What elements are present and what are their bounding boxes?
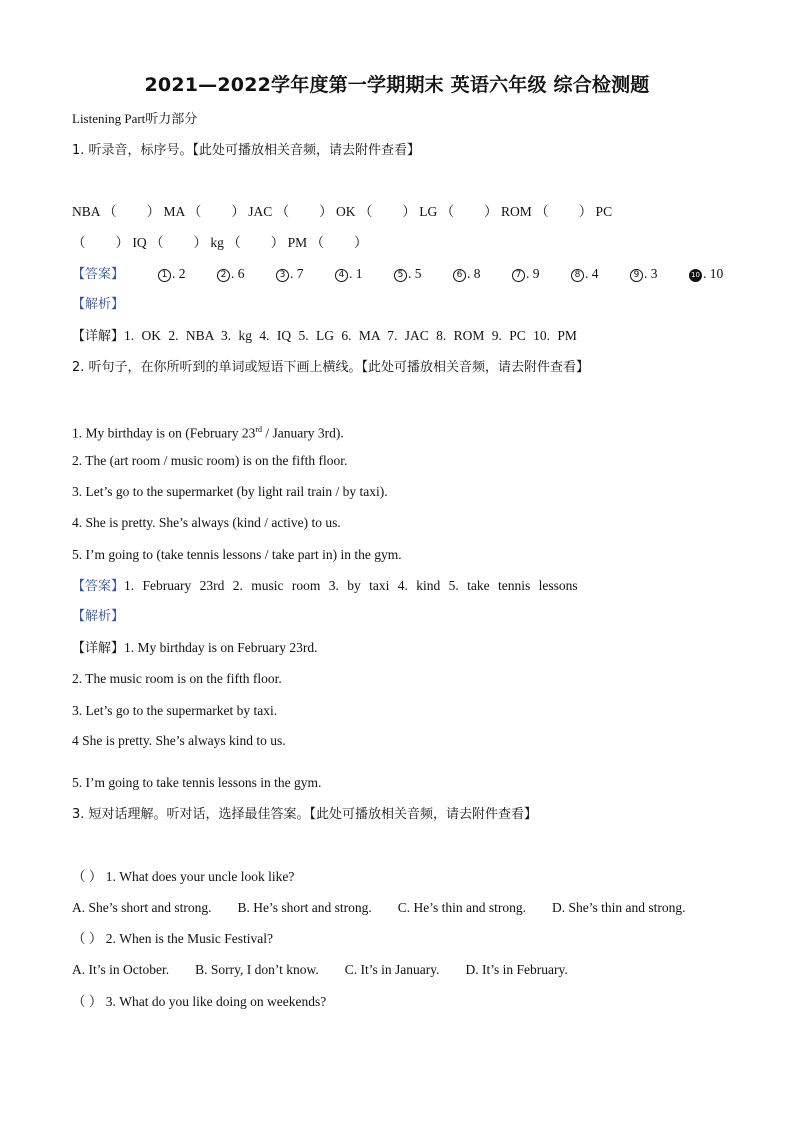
q3-item-1-stem: （ ） 1. What does your uncle look like? <box>72 869 295 884</box>
option-a: A. She’s short and strong. <box>72 900 212 915</box>
answer-value: . 9 <box>526 266 540 281</box>
answer-item <box>276 265 335 283</box>
circled-number: 1 <box>158 269 171 282</box>
q1-row2 <box>72 234 368 252</box>
circled-number: 5 <box>394 269 407 282</box>
answer-value: . 8 <box>467 266 481 281</box>
q1-row1-seg: NBA （ <box>72 204 117 219</box>
detail-text: 1. My birthday is on February 23rd. <box>124 640 318 655</box>
answer-item <box>217 265 276 283</box>
q2-prompt: 2. 听句子，在你所听到的单词或短语下画上横线。【此处可播放相关音频，请去附件查看】 <box>72 360 590 375</box>
answer-value: . 7 <box>290 266 304 281</box>
answer-value: . 6 <box>231 266 245 281</box>
circled-number: 4 <box>335 269 348 282</box>
answer-value: . 10 <box>703 266 724 281</box>
answer-item <box>512 265 571 283</box>
detail-label: 【详解】 <box>72 329 125 344</box>
q1-row1-seg: ） JAC （ <box>231 204 290 219</box>
q2-detail-1 <box>72 639 318 658</box>
circled-number: 2 <box>217 269 230 282</box>
answer-value: . 1 <box>349 266 363 281</box>
sentence-text: / January 3rd). <box>262 425 344 441</box>
answer-value: . 4 <box>585 266 599 281</box>
section-heading: Listening Part听力部分 <box>72 111 198 126</box>
circled-number: 7 <box>512 269 525 282</box>
q2-detail-4: 4 She is pretty. She’s always kind to us. <box>72 733 286 748</box>
option-c: C. He’s thin and strong. <box>397 900 526 915</box>
answer-item <box>158 265 217 283</box>
q2-sentence-4: 4. She is pretty. She’s always (kind / active) to us. <box>72 515 341 530</box>
option-b: B. He’s short and strong. <box>237 900 372 915</box>
q2-sentence-5: 5. I’m going to (take tennis lessons / take part in) in the gym. <box>72 547 402 562</box>
q3-item-3-stem: （ ） 3. What do you like doing on weekends? <box>72 994 327 1009</box>
option-c: C. It’s in January. <box>344 962 440 977</box>
answer-label: 【答案】 <box>72 267 125 282</box>
page-title: 2021—2022学年度第一学期期末 英语六年级 综合检测题 <box>144 74 650 96</box>
q1-row2-seg: ） IQ （ <box>115 235 164 250</box>
answer-item <box>335 265 394 283</box>
q1-row1-seg: ） MA （ <box>146 204 202 219</box>
q1-row2-seg: ） PM （ <box>270 235 325 250</box>
sentence-text: 1. My birthday is on (February 23 <box>72 425 256 441</box>
answer-item <box>453 265 512 283</box>
circled-number: 3 <box>276 269 289 282</box>
q2-sentence-3: 3. Let’s go to the supermarket (by light rail train / by taxi). <box>72 484 388 499</box>
detail-text: 1. OK 2. NBA 3. kg 4. IQ 5. LG 6. MA 7. JAC 8. ROM 9. PC 10. PM <box>124 328 577 343</box>
circled-number: 8 <box>571 269 584 282</box>
superscript: rd <box>255 425 263 434</box>
circled-number: 10 <box>689 269 702 282</box>
option-a: A. It’s in October. <box>72 962 170 977</box>
option-d: D. She’s thin and strong. <box>552 900 686 915</box>
q3-prompt: 3. 短对话理解。听对话，选择最佳答案。【此处可播放相关音频，请去附件查看】 <box>72 807 538 822</box>
circled-number: 9 <box>630 269 643 282</box>
analysis-label: 【解析】 <box>72 297 125 312</box>
q1-row2-seg: ） <box>354 235 368 250</box>
q2-answer <box>72 577 578 596</box>
detail-label: 【详解】 <box>72 641 125 656</box>
circled-number: 6 <box>453 269 466 282</box>
answer-item <box>689 265 729 283</box>
answer-item <box>571 265 630 283</box>
q2-detail-3: 3. Let’s go to the supermarket by taxi. <box>72 703 278 718</box>
q1-row1-seg: ） ROM （ <box>484 204 549 219</box>
q1-row1 <box>72 203 612 221</box>
q1-row1-seg: ） LG （ <box>402 204 455 219</box>
q1-row1-seg: ） PC <box>578 204 613 219</box>
q2-sentence-2: 2. The (art room / music room) is on the fifth floor. <box>72 453 348 468</box>
option-b: B. Sorry, I don’t know. <box>195 962 319 977</box>
q1-detail <box>72 327 577 346</box>
q1-row1-seg: ） OK （ <box>319 204 373 219</box>
analysis-label: 【解析】 <box>72 609 125 624</box>
answer-value: . 5 <box>408 266 422 281</box>
option-d: D. It’s in February. <box>465 962 568 977</box>
q2-sentence-1 <box>72 421 344 443</box>
q3-item-2-options <box>72 961 568 979</box>
answer-item <box>630 265 689 283</box>
q1-answer <box>72 265 729 284</box>
answer-item <box>394 265 453 283</box>
q2-detail-2: 2. The music room is on the fifth floor. <box>72 671 282 686</box>
q3-item-2-stem: （ ） 2. When is the Music Festival? <box>72 931 273 946</box>
q1-row2-seg: （ <box>72 235 86 250</box>
q1-prompt: 1. 听录音，标序号。【此处可播放相关音频，请去附件查看】 <box>72 143 421 158</box>
q1-row2-seg: ） kg （ <box>193 235 241 250</box>
answer-label: 【答案】 <box>72 579 125 594</box>
q2-detail-5: 5. I’m going to take tennis lessons in the gym. <box>72 775 322 790</box>
answer-value: . 2 <box>172 266 186 281</box>
answer-text: 1. February 23rd 2. music room 3. by taxi 4. kind 5. take tennis lessons <box>124 578 578 593</box>
q3-item-1-options <box>72 899 686 917</box>
answer-value: . 3 <box>644 266 658 281</box>
